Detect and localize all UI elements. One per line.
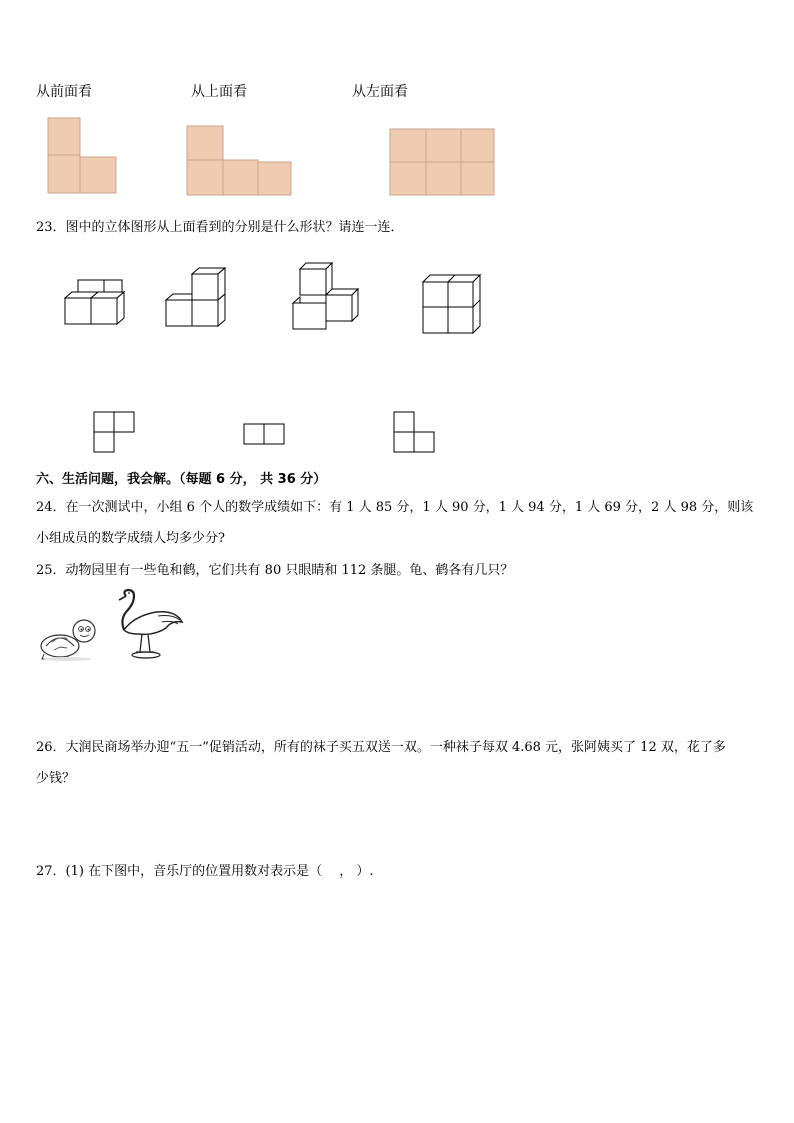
solid-figure-3 [290,261,362,333]
top-shape-option-2 [242,422,288,446]
view-label-front: 从前面看 [36,84,92,100]
view-label-top: 从上面看 [191,84,247,100]
question-27: 27．(1) 在下图中，音乐厅的位置用数对表示是（ ， ）. [36,864,374,879]
view-label-left: 从左面看 [352,84,408,100]
turtle-illustration [38,616,100,662]
top-shape-option-3 [392,410,438,456]
question-24-line-2: 小组成员的数学成绩人均多少分? [36,531,225,546]
top-shape-option-1 [92,410,138,456]
section-6-title: 六、生活问题，我会解。（每题 6 分， 共 36 分） [36,472,327,487]
question-26-line-2: 少钱？ [36,771,76,786]
question-24-line-1: 24．在一次测试中，小组 6 个人的数学成绩如下：有 1 人 85 分，1 人 90 分，1 人 94 分，1 人 69 分，2 人 98 分，则该 [36,500,754,515]
solid-figure-2 [163,266,229,328]
front-view-figure [46,117,120,197]
question-26-line-1: 26．大润民商场举办迎“五一”促销活动，所有的袜子买五双送一双。一种袜子每双 4.68 元，张阿姨买了 12 双，花了多 [36,740,726,755]
solid-figure-1 [62,278,128,328]
solid-figure-4 [420,272,484,336]
top-view-figure [185,124,295,198]
question-25: 25．动物园里有一些龟和鹤，它们共有 80 只眼睛和 112 条腿。龟、鹤各有几只？ [36,563,514,578]
crane-illustration [112,588,188,662]
question-23: 23．图中的立体图形从上面看到的分别是什么形状？请连一连． [36,220,404,235]
left-view-figure [389,128,497,198]
